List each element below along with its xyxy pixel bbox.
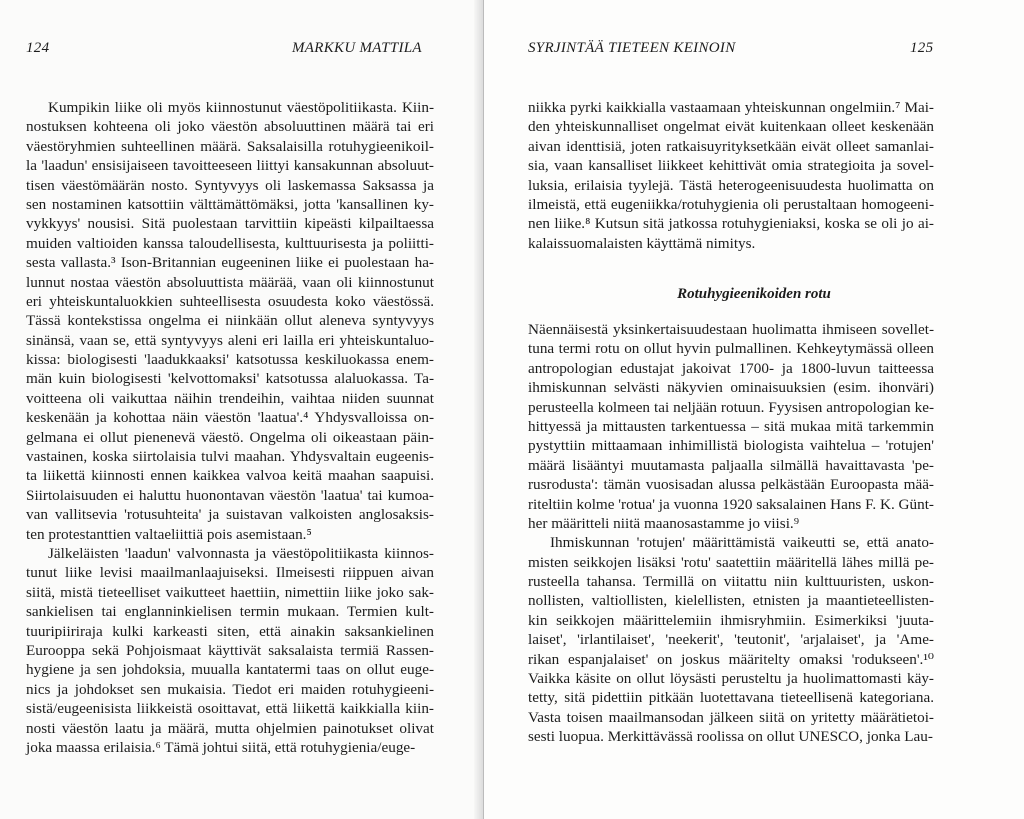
text-line: siitä, mistä tieteelliset vaikutteet haettiin, nimettiin liike joko sak- xyxy=(26,583,434,601)
text-line: laiset', 'irlantilaiset', 'neekerit', 'teutonit', 'arjalaiset', ja 'Ame- xyxy=(528,631,934,649)
text-line: sistä/eugeenisista liikkeistä osoittavat, että liikettä kaikkialla kiin- xyxy=(26,700,434,718)
text-line: Kumpikin liike oli myös kiinnostunut väestöpolitiikasta. Kiin- xyxy=(48,99,434,116)
running-head-left: MARKKU MATTILA xyxy=(292,40,422,56)
text-line: Tässä kontekstissa ongelma ei niinkään ollut aleneva syntyvyys xyxy=(26,312,434,330)
text-line: muiden valtioiden kanssa taloudellisesta, kulttuurisesta ja poliitti- xyxy=(26,234,434,252)
text-line: joka maassa erilaisia.⁶ Tämä johtui siitä, että rotuhygienia/euge- xyxy=(26,738,416,756)
text-line: sesti luopua. Merkittävässä roolissa on ollut UNESCO, jonka Lau- xyxy=(528,728,933,746)
text-line: sankielisen tai englanninkielisen termin mukaan. Termien kult- xyxy=(26,603,434,621)
text-line: tisen väestömäärän nosto. Syntyvyys oli laskemassa Saksassa ja xyxy=(26,176,434,194)
text-line: den yhteiskunnalliset ongelmat eivät kuitenkaan olleet keskenään xyxy=(528,118,934,136)
text-line: vykkyys' nousisi. Sitä puolestaan tarvittiin kipeästi kilpailtaessa xyxy=(26,215,434,233)
left-page xyxy=(0,0,484,819)
text-line: lunnut nostaa väestön absoluuttista määrää, vaan oli kiinnostunut xyxy=(26,273,434,291)
text-line: tuuripiiriraja kulki karkeasti siten, että ainakin saksankielinen xyxy=(26,622,434,640)
text-line: ilmeistä, että eugeniikka/rotuhygienia oli perustaltaan homogeeni- xyxy=(528,195,934,213)
text-line: la 'laadun' ensisijaiseen tavoitteeseen liittyi kansakunnan absoluut- xyxy=(26,157,434,175)
text-line: voitteena oli vaikuttaa näihin trendeihin, vaihtaa niiden suunnat xyxy=(26,389,434,407)
text-line: sen nostaminen katsottiin välttämättömäksi, jotta 'kansallinen ky- xyxy=(26,195,434,213)
text-line: Jälkeläisten 'laadun' valvonnasta ja väestöpolitiikasta kiinnos- xyxy=(48,544,434,562)
text-line: nen liike.⁸ Kutsun sitä jatkossa rotuhygieniaksi, koska se oli jo ai- xyxy=(528,215,934,233)
right-page xyxy=(484,0,1024,819)
text-line: pystyttiin mittaamaan inhimillistä biologista vaihtelua – 'rotujen' xyxy=(528,437,934,455)
text-line: misten seikkojen lisäksi 'rotu' saatettiin määritellä lähes millä pe- xyxy=(528,553,934,571)
text-line: nostuksen kohteena oli joko väestön absoluuttinen määrä tai eri xyxy=(26,118,434,136)
text-line: keskenään ja kohottaa näin väestön 'laatua'.⁴ Yhdysvalloissa on- xyxy=(26,409,434,427)
text-line: tetty, sitä pidettiin pitkään luotettavana tieteellisenä kategoriana. xyxy=(528,689,934,707)
text-line: luksia, erilaisia tyylejä. Tästä heterogeenisuudesta huolimatta on xyxy=(528,176,934,194)
text-line: Vaikka käsite on ollut löysästi perusteltu ja huolimattomasti käy- xyxy=(528,670,934,688)
text-line: tunut liike levisi maailmanlaajuiseksi. Ilmeisesti riippuen aivan xyxy=(26,564,434,582)
text-line: nosti väestön laatu ja määrä, mutta ohjelmien painotukset olivat xyxy=(26,719,434,737)
text-line: kalaissuomalaisten käyttämä nimitys. xyxy=(528,234,756,252)
text-line: eri yhteiskuntaluokkien suhteellisesta osuudesta koko väestössä. xyxy=(26,292,434,310)
text-line: vastainen, koska siirtolaisia tulvi maahan. Yhdysvaltain eugeenis- xyxy=(26,448,434,466)
right-body-text-top xyxy=(528,98,934,253)
text-line: hittyessä ja mittausten tarkentuessa – sitä mukaa mitä tarkemmin xyxy=(528,417,934,435)
left-body-text xyxy=(26,98,434,757)
text-line: niikka pyrki kaikkialla vastaamaan yhteiskunnan ongelmiin.⁷ Mai- xyxy=(528,99,934,116)
text-line: ten protestanttien valtaeliittiä pois asemistaan.⁵ xyxy=(26,525,312,543)
text-line: Ihmiskunnan 'rotujen' määrittämistä vaikeutti se, että anato- xyxy=(550,534,934,552)
section-heading: Rotuhygieenikoiden rotu xyxy=(677,286,831,302)
page-number-left: 124 xyxy=(26,40,50,56)
text-line: rikan espanjalaiset' on joskus määritelty omaksi 'rodukseen'.¹⁰ xyxy=(528,650,934,668)
text-line: hygiene ja sen johdoksia, muualla kantatermi taas on ollut euge- xyxy=(26,661,434,679)
text-line: van vallitsevia 'rotusuhteita' ja suistavan valkoisten anglosaksis- xyxy=(26,506,434,524)
text-line: rusteella tahansa. Termillä on viitattu niin kulttuuristen, uskon- xyxy=(528,573,934,591)
text-line: sinänsä, vaan se, että syntyvyys aleni eri lailla eri yhteiskuntaluo- xyxy=(26,331,434,349)
text-line: sia, vaan kansalliset liikkeet kehittivät omia strategioita ja sovel- xyxy=(528,157,934,175)
text-line: ta liikettä kiinnosti ennen kaikkea valvoa keitä maahan saapuisi. xyxy=(26,467,434,485)
text-line: Eurooppa sekä Pohjoismaat käyttivät saksalaista termiä Rassen- xyxy=(26,641,434,659)
text-line: aivan identtisiä, joten ratkaisuyrityksetkään eivät olleet samanlai- xyxy=(528,137,934,155)
text-line: ihmiskunnan selvästi näkyvien ominaisuuksien (esim. ihonväri) xyxy=(528,379,934,397)
text-line: tuna termi rotu on ollut hyvin pulmallinen. Kehkeytymässä olleen xyxy=(528,340,934,358)
text-line: riteltiin kolme 'rotua' ja vuonna 1920 saksalainen Hans F. K. Günt- xyxy=(528,495,934,513)
text-line: kissa: biologisesti 'laadukkaaksi' katsotussa keskiluokassa enem- xyxy=(26,351,434,369)
text-line: rusrodusta': tämän vuosisadan alussa pelkästään Euroopasta mää- xyxy=(528,476,934,494)
text-line: antropologian edustajat jakoivat 1700- ja 1800-luvun taitteessa xyxy=(528,359,934,377)
text-line: perusteella kolmeen tai neljään rotuun. Fyysisen antropologian ke- xyxy=(528,398,934,416)
text-line: väestöryhmien suhteellinen määrä. Saksalaisilla rotuhygieenikoil- xyxy=(26,137,434,155)
text-line: her määritteli niitä maanosastamme jo viisi.⁹ xyxy=(528,514,800,532)
text-line: män kuin biologisesti 'kelvottomaksi' katsotussa alaluokassa. Ta- xyxy=(26,370,434,388)
right-body-text-bottom xyxy=(528,320,934,747)
text-line: määrä lisääntyi muutamasta paljaalla silmällä havaittavasta 'pe- xyxy=(528,456,934,474)
page-number-right: 125 xyxy=(910,40,934,56)
text-line: Näennäisestä yksinkertaisuudestaan huolimatta ihmiseen sovellet- xyxy=(528,321,934,338)
text-line: Siirtolaisuuden ei haluttu huonontavan väestön 'laatua' tai kumoa- xyxy=(26,486,434,504)
text-line: gelmana ei ollut pienenevä väestö. Ongelma oli oikeastaan päin- xyxy=(26,428,434,446)
running-head-right: SYRJINTÄÄ TIETEEN KEINOIN xyxy=(528,40,736,56)
text-line: nics ja johdokset sen mukaisia. Tiedot eri maiden rotuhygieeni- xyxy=(26,680,434,698)
text-line: Vasta toisen maailmansodan jälkeen siitä on yritetty määrätietoi- xyxy=(528,708,934,726)
text-line: sesta vallasta.³ Ison-Britannian eugeeninen liike ei puolestaan ha- xyxy=(26,254,434,272)
text-line: nollisten, valtiollisten, kielellisten, etnisten ja maantieteellisten- xyxy=(528,592,934,610)
text-line: kin seikkojen määrittelemiin ihmisryhmiin. Esimerkiksi 'juuta- xyxy=(528,611,934,629)
